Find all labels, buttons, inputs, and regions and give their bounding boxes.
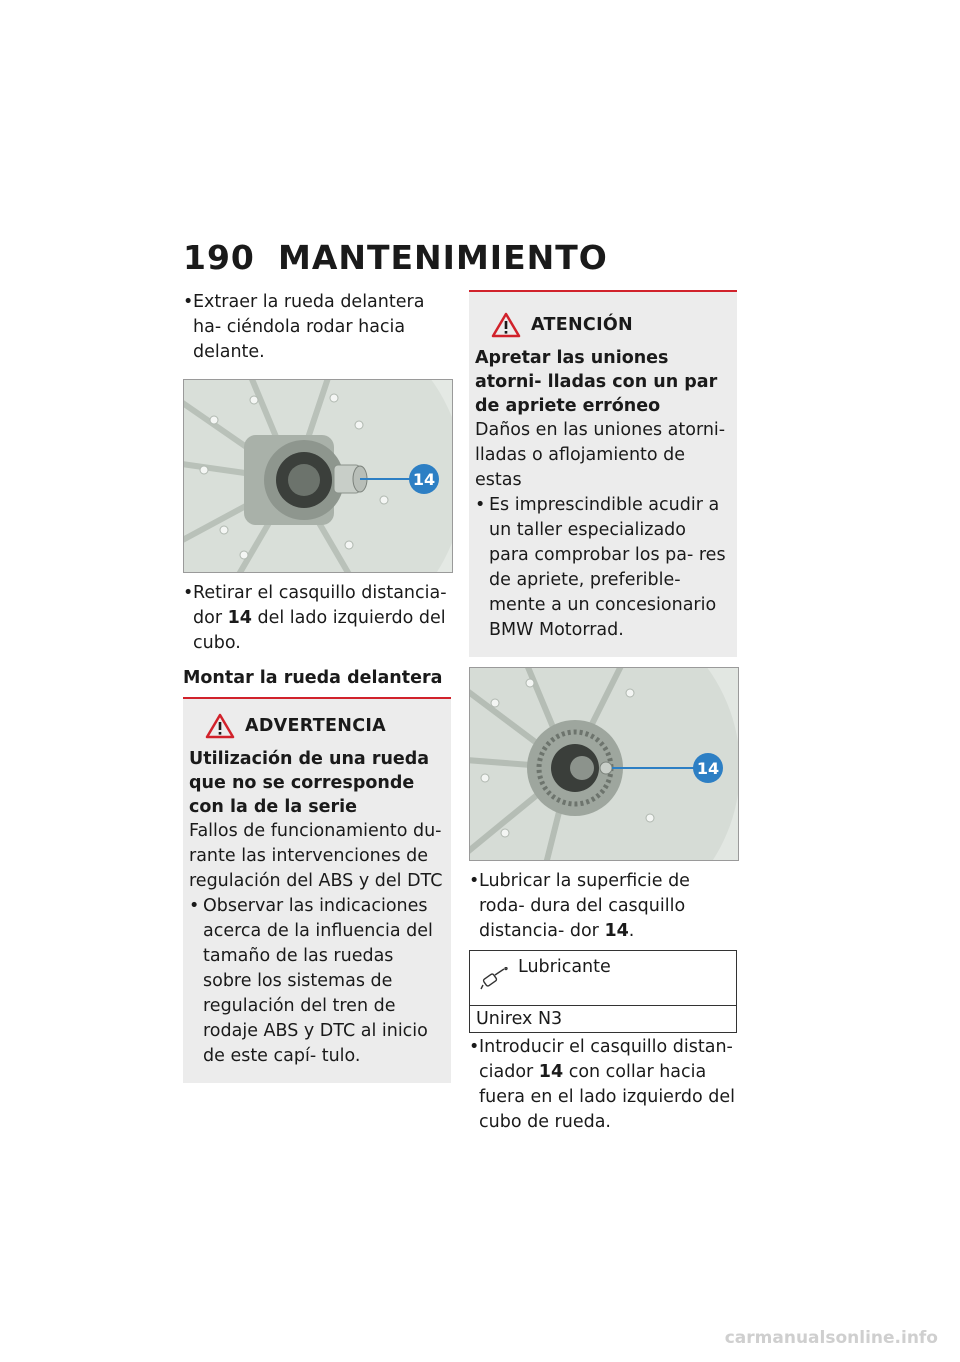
page-number: 190 bbox=[183, 238, 255, 277]
attention-title: Apretar las uniones atorni- lladas con un par de apriete erróneo bbox=[475, 348, 718, 416]
warning-description: Fallos de funcionamiento du- rante las intervenciones de regulación del ABS y del DTC bbox=[189, 821, 443, 891]
wheel-hub-illustration-1 bbox=[184, 380, 452, 572]
step-lubricate: • Lubricar la superficie de roda- dura del casquillo distancia- dor 14. bbox=[469, 869, 737, 944]
warning-action: • Observar las indicaciones acerca de la influencia del tamaño de las ruedas sobre los sistemas de regulación del tren de rodaje ABS y DTC al inicio de este capí- tulo. bbox=[189, 894, 445, 1069]
step-insert-spacer: • Introducir el casquillo distan- ciador 14 con collar hacia fuera en el lado izquierdo del cubo de rueda. bbox=[469, 1035, 737, 1135]
wheel-hub-illustration-2 bbox=[470, 668, 738, 860]
warning-triangle-icon bbox=[491, 312, 521, 338]
warning-triangle-icon bbox=[205, 713, 235, 739]
lubricant-value: Unirex N3 bbox=[476, 1009, 563, 1029]
warning-box bbox=[183, 697, 451, 1083]
warning-label: ADVERTENCIA bbox=[245, 716, 386, 736]
step-extract-wheel: • Extraer la rueda delantera ha- ciéndola rodar hacia delante. bbox=[183, 290, 451, 365]
lubricant-icon bbox=[480, 967, 508, 991]
section-heading: Montar la rueda delantera bbox=[183, 668, 443, 688]
left-column bbox=[183, 290, 451, 1083]
ref-14: 14 bbox=[604, 921, 629, 941]
lubricant-label: Lubricante bbox=[518, 957, 611, 977]
attention-description: Daños en las uniones atorni- lladas o aflojamiento de estas bbox=[475, 420, 726, 490]
ref-14: 14 bbox=[227, 608, 252, 628]
attention-label: ATENCIÓN bbox=[531, 315, 633, 335]
figure-wheel-hub-1 bbox=[183, 379, 453, 573]
figure-wheel-hub-2 bbox=[469, 667, 739, 861]
callout-14-fig2: 14 bbox=[696, 759, 720, 778]
attention-box bbox=[469, 290, 737, 657]
callout-14-fig1: 14 bbox=[412, 470, 436, 489]
ref-14: 14 bbox=[538, 1062, 564, 1082]
lubricant-box bbox=[469, 950, 737, 1033]
step-remove-spacer: • Retirar el casquillo distancia- dor 14 del lado izquierdo del cubo. bbox=[183, 581, 451, 656]
attention-action: • Es imprescindible acudir a un taller especializado para comprobar los pa- res de apriete, preferible- mente a un concesionario BMW Motorrad. bbox=[475, 493, 731, 643]
warning-title: Utilización de una rueda que no se corresponde con la de la serie bbox=[189, 749, 430, 817]
watermark: carmanualsonline.info bbox=[724, 1328, 938, 1348]
page-title: MANTENIMIENTO bbox=[278, 238, 608, 277]
page-header bbox=[183, 238, 608, 282]
right-column bbox=[469, 290, 737, 1135]
